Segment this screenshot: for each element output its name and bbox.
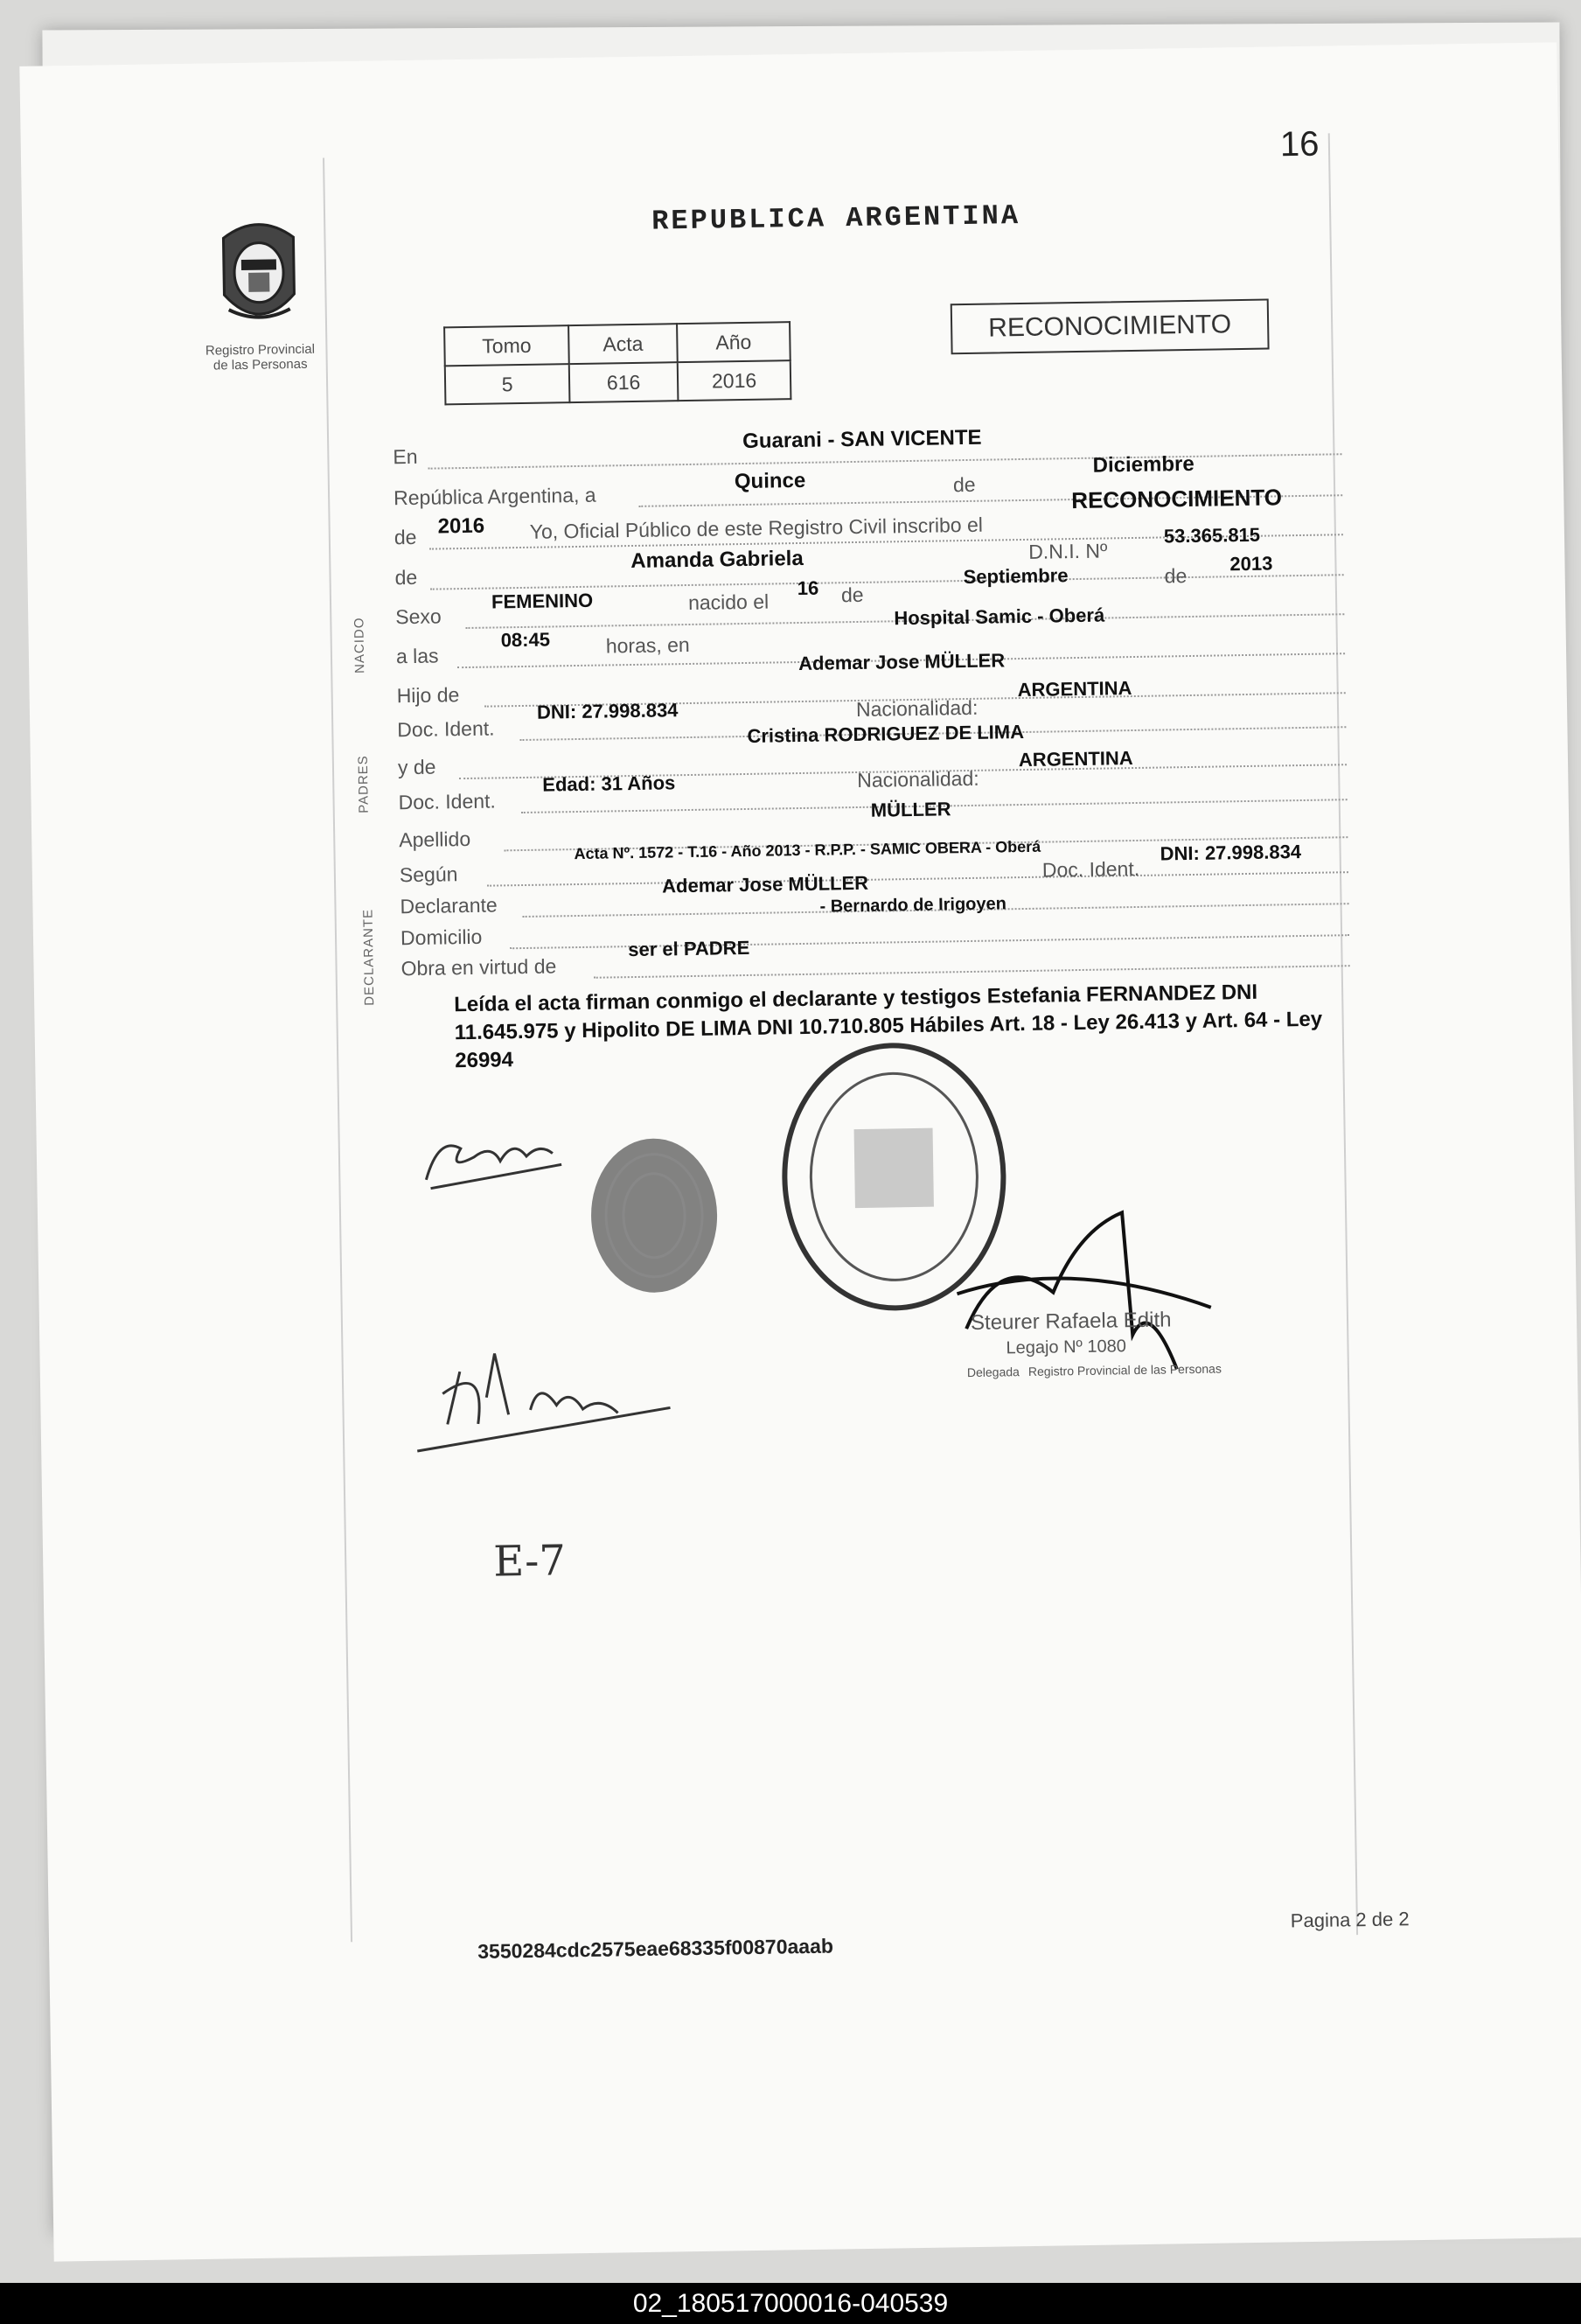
label-nacionalidad-2: Nacionalidad: xyxy=(857,766,979,792)
document-hash: 3550284cdc2575eae68335f00870aaab xyxy=(477,1934,834,1963)
signature-officer xyxy=(947,1193,1229,1390)
value-inscribo: RECONOCIMIENTO xyxy=(1071,484,1283,514)
value-hora: 08:45 xyxy=(500,628,551,652)
label-en: En xyxy=(393,444,418,469)
registry-logo xyxy=(179,210,339,373)
value-dni: 53.365.815 xyxy=(1163,523,1261,548)
officer-stamp-name: Steurer Rafaela Edith xyxy=(970,1308,1172,1336)
label-nacionalidad-1: Nacionalidad: xyxy=(855,695,979,721)
page-number: 16 xyxy=(1279,124,1320,164)
dotted-line xyxy=(487,871,1348,886)
officer-stamp-registry: Registro Provincial de las Personas xyxy=(1027,1361,1222,1378)
value-nombre: Amanda Gabriela xyxy=(630,546,804,574)
record-type-box: RECONOCIMIENTO xyxy=(951,299,1270,355)
value-domicilio: - Bernardo de Irigoyen xyxy=(819,894,1007,917)
table-cell-tomo: 5 xyxy=(445,364,570,404)
label-de-anio: de xyxy=(394,525,417,549)
label-nacido: nacido el xyxy=(687,590,770,614)
table-cell-acta: 616 xyxy=(569,362,679,402)
value-madre: Cristina RODRIGUEZ DE LIMA xyxy=(747,720,1025,747)
label-doc-ident-2: Doc. Ident. xyxy=(398,789,497,814)
label-dni: D.N.I. Nº xyxy=(1027,539,1108,563)
label-y-de: y de xyxy=(397,755,436,779)
document-page xyxy=(19,42,1581,2261)
value-doc-padre: DNI: 27.998.834 xyxy=(536,699,679,723)
dotted-line xyxy=(428,453,1342,469)
label-apellido: Apellido xyxy=(399,827,471,852)
logo-caption-2: de las Personas xyxy=(212,356,308,373)
label-doc-ident-1: Doc. Ident. xyxy=(397,716,495,742)
value-apellido: MÜLLER xyxy=(870,798,951,821)
label-de-nombre: de xyxy=(394,565,418,590)
value-mes: Diciembre xyxy=(1092,451,1194,478)
value-obra-virtud: ser el PADRE xyxy=(628,936,750,961)
label-obra-virtud: Obra en virtud de xyxy=(400,954,557,981)
value-doc-madre: Edad: 31 Años xyxy=(542,771,676,796)
side-label-declarante: DECLARANTE xyxy=(360,908,378,1006)
coat-of-arms-icon xyxy=(205,211,312,344)
table-header-tomo: Tomo xyxy=(444,325,569,366)
label-yo-oficial: Yo, Oficial Público de este Registro Civil inscribo el xyxy=(529,513,984,543)
value-nacido-mes: Septiembre xyxy=(963,564,1069,589)
table-header-acta: Acta xyxy=(568,324,678,364)
label-hijo-de: Hijo de xyxy=(396,683,460,708)
value-nacionalidad-padre: ARGENTINA xyxy=(1017,677,1132,701)
label-domicilio: Domicilio xyxy=(400,925,483,950)
value-nacionalidad-madre: ARGENTINA xyxy=(1018,747,1133,771)
side-label-padres: PADRES xyxy=(355,755,372,813)
label-republica: República Argentina, a xyxy=(393,483,596,510)
value-lugar-nacimiento: Hospital Samic - Oberá xyxy=(894,604,1105,630)
value-nacido-dia: 16 xyxy=(797,576,819,600)
value-sexo: FEMENINO xyxy=(491,589,594,613)
signature-witness xyxy=(407,1324,688,1460)
label-horas-en: horas, en xyxy=(605,632,690,658)
officer-stamp-legajo: Legajo Nº 1080 xyxy=(1006,1336,1127,1358)
fingerprint xyxy=(575,1127,735,1304)
dotted-line xyxy=(430,574,1344,590)
label-segun: Según xyxy=(399,862,458,887)
value-declarante: Ademar Jose MÜLLER xyxy=(661,871,869,897)
value-doc-declarante: DNI: 27.998.834 xyxy=(1160,841,1302,865)
label-a-las: a las xyxy=(395,644,439,668)
left-margin-line xyxy=(323,157,352,1942)
officer-stamp-role: Delegada xyxy=(966,1364,1020,1380)
label-de-mes: de xyxy=(840,583,864,607)
value-padre: Ademar Jose MÜLLER xyxy=(797,649,1006,675)
label-de-anio-nac: de xyxy=(1164,564,1187,588)
label-de: de xyxy=(952,472,976,497)
value-dia: Quince xyxy=(734,468,806,494)
file-id-footer: 02_180517000016-040539 xyxy=(0,2283,1581,2324)
closing-paragraph: Leída el acta firman conmigo el declarante y testigos Estefania FERNANDEZ DNI 11.645.975 y Hipolito DE LIMA DNI 10.710.805 Hábiles Art. 18 - Ley 26.413 y Art. 64 - Ley 26994 xyxy=(454,980,1323,1073)
label-doc-ident-3: Doc. Ident. xyxy=(1041,856,1140,882)
side-label-nacido: NACIDO xyxy=(352,617,368,674)
value-nacido-anio: 2013 xyxy=(1229,552,1273,576)
value-anio: 2016 xyxy=(437,513,485,539)
pagination: Pagina 2 de 2 xyxy=(1290,1908,1410,1932)
table-cell-anio: 2016 xyxy=(678,360,791,401)
signature-declarante xyxy=(412,1116,588,1197)
label-sexo: Sexo xyxy=(395,604,442,629)
record-table xyxy=(443,321,791,405)
handwritten-note: E-7 xyxy=(492,1536,567,1587)
value-segun: Acta Nº. 1572 - T.16 - Año 2013 - R.P.P. - SAMIC OBERA - Oberá xyxy=(574,837,1041,863)
logo-caption-1: Registro Provincial xyxy=(205,341,316,359)
label-declarante: Declarante xyxy=(400,893,498,918)
table-header-anio: Año xyxy=(677,322,790,362)
document-title: REPUBLICA ARGENTINA xyxy=(651,199,1021,238)
dotted-line xyxy=(594,965,1350,979)
value-lugar-inscripcion: Guarani - SAN VICENTE xyxy=(742,425,982,453)
